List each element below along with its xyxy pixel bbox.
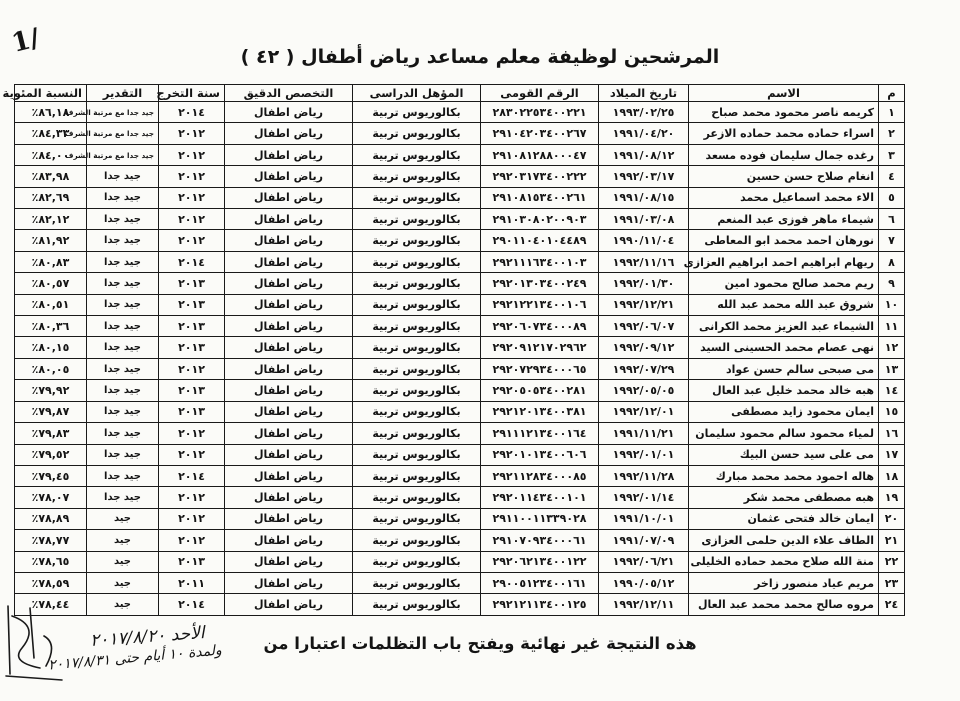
cell-qualification: بكالوريوس تربية <box>353 465 481 486</box>
cell-index: ١٠ <box>879 294 905 315</box>
cell-birth-date: ١٩٩٢/٠١/٠١ <box>599 444 689 465</box>
signature-scribble <box>0 596 70 686</box>
cell-qualification: بكالوريوس تربية <box>353 380 481 401</box>
cell-index: ٦ <box>879 209 905 230</box>
cell-specialty: رياض اطفال <box>225 102 353 123</box>
cell-percentage: ٨١,٩٢٪ <box>15 230 87 251</box>
cell-national-id: ٢٨٣٠٢٢٥٣٤٠٠٢٢١ <box>481 102 599 123</box>
candidates-table <box>2 84 905 616</box>
cell-grade: جيد جدا <box>87 380 159 401</box>
cell-grade: جيد جدا مع مرتبة الشرف <box>87 144 159 165</box>
cell-national-id: ٢٩٢٠٣١٧٣٤٠٠٢٢٢ <box>481 166 599 187</box>
cell-national-id: ٢٩٢١١٢٨٣٤٠٠٠٨٥ <box>481 465 599 486</box>
cell-grade: جيد جدا <box>87 251 159 272</box>
table-row <box>15 230 905 251</box>
cell-grade: جيد جدا <box>87 230 159 251</box>
cell-name: الشيماء عبد العزيز محمد الكرانى <box>689 316 879 337</box>
table-row <box>15 444 905 465</box>
cell-index: ٧ <box>879 230 905 251</box>
cell-percentage: ٧٩,٨٣٪ <box>15 423 87 444</box>
table-row <box>15 358 905 379</box>
cell-national-id: ٢٩٢٠٦٢١٣٤٠٠١٢٢ <box>481 551 599 572</box>
cell-specialty: رياض اطفال <box>225 251 353 272</box>
cell-birth-date: ١٩٩٢/١١/١٦ <box>599 251 689 272</box>
cell-graduation-year: ٢٠١٢ <box>159 530 225 551</box>
cell-national-id: ٢٩٢١١١٦٣٤٠٠١٠٣ <box>481 251 599 272</box>
cell-graduation-year: ٢٠١٤ <box>159 102 225 123</box>
cell-percentage: ٧٨,٤٤٪ <box>15 594 87 616</box>
cell-birth-date: ١٩٩٢/٠٥/٠٥ <box>599 380 689 401</box>
cell-grade: جيد جدا <box>87 316 159 337</box>
cell-grade: جيد جدا <box>87 401 159 422</box>
cell-index: ٣ <box>879 144 905 165</box>
cell-name: مى صبحى سالم حسن عواد <box>689 358 879 379</box>
header-percentage: النسبة المئوية <box>15 85 87 102</box>
cell-grade: جيد جدا <box>87 337 159 358</box>
cell-grade: جيد جدا <box>87 358 159 379</box>
header-qualification: المؤهل الدراسى <box>353 85 481 102</box>
cell-percentage: ٨٤,٠٠٪ <box>15 144 87 165</box>
cell-grade: جيد جدا <box>87 187 159 208</box>
header-graduation-year: سنة التخرج <box>159 85 225 102</box>
cell-graduation-year: ٢٠١٤ <box>159 251 225 272</box>
cell-percentage: ٨٠,٥٧٪ <box>15 273 87 294</box>
cell-name: هبه خالد محمد خليل عبد العال <box>689 380 879 401</box>
cell-graduation-year: ٢٠١٢ <box>159 187 225 208</box>
table-row <box>15 401 905 422</box>
cell-percentage: ٨٤,٣٣٪ <box>15 123 87 144</box>
table-row <box>15 187 905 208</box>
cell-graduation-year: ٢٠١١ <box>159 572 225 593</box>
cell-national-id: ٢٩٢١٢٢١٣٤٠٠١٠٦ <box>481 294 599 315</box>
cell-birth-date: ١٩٩٢/٠١/٣٠ <box>599 273 689 294</box>
cell-qualification: بكالوريوس تربية <box>353 294 481 315</box>
header-grade: التقدير <box>87 85 159 102</box>
cell-graduation-year: ٢٠١٢ <box>159 123 225 144</box>
cell-qualification: بكالوريوس تربية <box>353 358 481 379</box>
cell-name: رغده جمال سليمان فوده مسعد <box>689 144 879 165</box>
cell-percentage: ٨٦,١٨٪ <box>15 102 87 123</box>
cell-name: انغام صلاح حسن حسين <box>689 166 879 187</box>
cell-birth-date: ١٩٩٢/٠٩/١٢ <box>599 337 689 358</box>
cell-national-id: ٢٩٢٠١٣٠٣٤٠٠٢٤٩ <box>481 273 599 294</box>
cell-name: شيماء ماهر فوزى عبد المنعم <box>689 209 879 230</box>
cell-specialty: رياض اطفال <box>225 230 353 251</box>
table-row <box>15 551 905 572</box>
table-row <box>15 273 905 294</box>
cell-name: ريم محمد صالح محمود امين <box>689 273 879 294</box>
header-name: الاسم <box>689 85 879 102</box>
table-row <box>15 508 905 529</box>
table-row <box>15 316 905 337</box>
cell-graduation-year: ٢٠١٣ <box>159 316 225 337</box>
cell-grade: جيد جدا <box>87 209 159 230</box>
cell-qualification: بكالوريوس تربية <box>353 230 481 251</box>
cell-percentage: ٧٨,٧٧٪ <box>15 530 87 551</box>
cell-qualification: بكالوريوس تربية <box>353 102 481 123</box>
cell-name: نورهان احمد محمد ابو المعاطى <box>689 230 879 251</box>
cell-name: اسراء حماده محمد حماده الازعر <box>689 123 879 144</box>
cell-graduation-year: ٢٠١٢ <box>159 209 225 230</box>
cell-qualification: بكالوريوس تربية <box>353 508 481 529</box>
cell-index: ١١ <box>879 316 905 337</box>
cell-national-id: ٢٩٢٠١٠١٣٤٠٠٦٠٦ <box>481 444 599 465</box>
table-header-row <box>15 85 905 102</box>
cell-national-id: ٢٩٢٠١١٤٣٤٠٠١٠١ <box>481 487 599 508</box>
cell-index: ١٧ <box>879 444 905 465</box>
cell-grade: جيد <box>87 594 159 616</box>
cell-specialty: رياض اطفال <box>225 423 353 444</box>
cell-grade: جيد <box>87 508 159 529</box>
cell-qualification: بكالوريوس تربية <box>353 401 481 422</box>
cell-qualification: بكالوريوس تربية <box>353 316 481 337</box>
cell-index: ١٣ <box>879 358 905 379</box>
document-title: المرشحين لوظيفة معلم مساعد رياض أطفال ( ٤٢ ) <box>240 46 720 68</box>
cell-index: ١٢ <box>879 337 905 358</box>
table-row <box>15 572 905 593</box>
cell-grade: جيد جدا <box>87 166 159 187</box>
cell-qualification: بكالوريوس تربية <box>353 530 481 551</box>
cell-birth-date: ١٩٩٣/٠٢/٢٥ <box>599 102 689 123</box>
cell-national-id: ٢٩٢٠٧٢٩٣٤٠٠٠٦٥ <box>481 358 599 379</box>
cell-specialty: رياض اطفال <box>225 594 353 616</box>
cell-percentage: ٧٨,٥٩٪ <box>15 572 87 593</box>
cell-qualification: بكالوريوس تربية <box>353 144 481 165</box>
cell-specialty: رياض اطفال <box>225 551 353 572</box>
cell-qualification: بكالوريوس تربية <box>353 423 481 444</box>
cell-birth-date: ١٩٩١/١١/٢١ <box>599 423 689 444</box>
cell-birth-date: ١٩٩٢/١٢/٠١ <box>599 401 689 422</box>
cell-index: ٢٠ <box>879 508 905 529</box>
cell-birth-date: ١٩٩١/١٠/٠١ <box>599 508 689 529</box>
cell-percentage: ٨٢,٦٩٪ <box>15 187 87 208</box>
cell-specialty: رياض اطفال <box>225 572 353 593</box>
cell-birth-date: ١٩٩١/٠٧/٠٩ <box>599 530 689 551</box>
cell-index: ١٤ <box>879 380 905 401</box>
cell-percentage: ٧٨,٦٥٪ <box>15 551 87 572</box>
cell-specialty: رياض اطفال <box>225 166 353 187</box>
cell-national-id: ٢٩١١٠٠١١٣٣٩٠٢٨ <box>481 508 599 529</box>
cell-grade: جيد جدا <box>87 423 159 444</box>
cell-birth-date: ١٩٩٢/٠٦/٠٧ <box>599 316 689 337</box>
cell-name: مريم عياد منصور زاخر <box>689 572 879 593</box>
header-specialty: التخصص الدقيق <box>225 85 353 102</box>
cell-graduation-year: ٢٠١٣ <box>159 551 225 572</box>
cell-specialty: رياض اطفال <box>225 358 353 379</box>
cell-birth-date: ١٩٩١/٠٤/٢٠ <box>599 123 689 144</box>
cell-specialty: رياض اطفال <box>225 294 353 315</box>
cell-name: شروق عبد الله محمد عبد الله <box>689 294 879 315</box>
cell-graduation-year: ٢٠١٣ <box>159 294 225 315</box>
cell-national-id: ٢٩١٠٨١٢٨٨٠٠٠٤٧ <box>481 144 599 165</box>
cell-grade: جيد <box>87 572 159 593</box>
cell-index: ٥ <box>879 187 905 208</box>
cell-percentage: ٨٣,٩٨٪ <box>15 166 87 187</box>
cell-name: هاله احمود محمد محمد مبارك <box>689 465 879 486</box>
cell-qualification: بكالوريوس تربية <box>353 551 481 572</box>
cell-qualification: بكالوريوس تربية <box>353 487 481 508</box>
cell-grade: جيد جدا <box>87 465 159 486</box>
cell-national-id: ٢٩٠١١٠٤٠١٠٤٤٨٩ <box>481 230 599 251</box>
cell-qualification: بكالوريوس تربية <box>353 273 481 294</box>
cell-name: منة الله صلاح محمد حماده الخليلى <box>689 551 879 572</box>
cell-index: ٤ <box>879 166 905 187</box>
cell-grade: جيد <box>87 551 159 572</box>
cell-birth-date: ١٩٩٢/٠١/١٤ <box>599 487 689 508</box>
cell-qualification: بكالوريوس تربية <box>353 594 481 616</box>
table-row <box>15 594 905 616</box>
table-row <box>15 465 905 486</box>
cell-grade: جيد جدا <box>87 294 159 315</box>
cell-index: ١٩ <box>879 487 905 508</box>
cell-specialty: رياض اطفال <box>225 144 353 165</box>
cell-grade: جيد جدا مع مرتبة الشرف <box>87 123 159 144</box>
cell-index: ١٦ <box>879 423 905 444</box>
cell-qualification: بكالوريوس تربية <box>353 251 481 272</box>
cell-percentage: ٧٨,٨٩٪ <box>15 508 87 529</box>
cell-national-id: ٢٩٢٠٥٠٥٣٤٠٠٢٨١ <box>481 380 599 401</box>
cell-index: ٩ <box>879 273 905 294</box>
cell-grade: جيد جدا <box>87 444 159 465</box>
cell-percentage: ٧٨,٠٧٪ <box>15 487 87 508</box>
header-birth-date: تاريخ الميلاد <box>599 85 689 102</box>
cell-graduation-year: ٢٠١٣ <box>159 380 225 401</box>
cell-national-id: ٢٩١١١٢١٣٤٠٠١٦٤ <box>481 423 599 444</box>
cell-index: ٨ <box>879 251 905 272</box>
cell-specialty: رياض اطفال <box>225 273 353 294</box>
cell-percentage: ٨٠,٣٦٪ <box>15 316 87 337</box>
header-national-id: الرقم القومى <box>481 85 599 102</box>
cell-percentage: ٧٩,٥٢٪ <box>15 444 87 465</box>
cell-qualification: بكالوريوس تربية <box>353 166 481 187</box>
cell-graduation-year: ٢٠١٢ <box>159 230 225 251</box>
cell-index: ٢٤ <box>879 594 905 616</box>
cell-specialty: رياض اطفال <box>225 401 353 422</box>
cell-name: نهى عصام محمد الحسينى السيد <box>689 337 879 358</box>
cell-specialty: رياض اطفال <box>225 209 353 230</box>
footer-note-text: هذه النتيجة غير نهائية ويفتح باب التظلمات اعتبارا من <box>263 634 697 653</box>
cell-graduation-year: ٢٠١٢ <box>159 508 225 529</box>
cell-name: هبه مصطفى محمد شكر <box>689 487 879 508</box>
cell-qualification: بكالوريوس تربية <box>353 572 481 593</box>
cell-grade: جيد <box>87 530 159 551</box>
cell-name: ايمان خالد فتحى عثمان <box>689 508 879 529</box>
cell-specialty: رياض اطفال <box>225 123 353 144</box>
table-row <box>15 102 905 123</box>
cell-qualification: بكالوريوس تربية <box>353 123 481 144</box>
table-row <box>15 209 905 230</box>
cell-specialty: رياض اطفال <box>225 508 353 529</box>
cell-national-id: ٢٩١٠٣٠٨٠٢٠٠٩٠٣ <box>481 209 599 230</box>
cell-percentage: ٧٩,٤٥٪ <box>15 465 87 486</box>
cell-birth-date: ١٩٩٢/١٢/٢١ <box>599 294 689 315</box>
cell-grade: جيد جدا <box>87 487 159 508</box>
cell-national-id: ٢٩٢١٢٠١٣٤٠٠٣٨١ <box>481 401 599 422</box>
cell-qualification: بكالوريوس تربية <box>353 444 481 465</box>
cell-specialty: رياض اطفال <box>225 187 353 208</box>
cell-national-id: ٢٩٠٠٥١٢٣٤٠٠١٦١ <box>481 572 599 593</box>
cell-national-id: ٢٩١٠٨١٥٣٤٠٠٢٦١ <box>481 187 599 208</box>
cell-name: كريمه ناصر محمود محمد صباح <box>689 102 879 123</box>
cell-birth-date: ١٩٩٢/٠٦/٢١ <box>599 551 689 572</box>
cell-index: ١٨ <box>879 465 905 486</box>
cell-birth-date: ١٩٩٠/١١/٠٤ <box>599 230 689 251</box>
cell-birth-date: ١٩٩٢/٠٧/٢٩ <box>599 358 689 379</box>
cell-graduation-year: ٢٠١٢ <box>159 144 225 165</box>
cell-graduation-year: ٢٠١٢ <box>159 423 225 444</box>
table-row <box>15 337 905 358</box>
cell-name: ريهام ابراهيم احمد ابراهيم العزازى <box>689 251 879 272</box>
cell-birth-date: ١٩٩٠/٠٥/١٢ <box>599 572 689 593</box>
handwritten-period-note: ولمدة ١٠ أيام حتى ٢٠١٧/٨/٣١ <box>47 642 223 674</box>
table-row <box>15 487 905 508</box>
cell-qualification: بكالوريوس تربية <box>353 337 481 358</box>
cell-graduation-year: ٢٠١٤ <box>159 465 225 486</box>
cell-birth-date: ١٩٩٢/١٢/١١ <box>599 594 689 616</box>
cell-specialty: رياض اطفال <box>225 487 353 508</box>
cell-graduation-year: ٢٠١٤ <box>159 594 225 616</box>
cell-grade: جيد جدا مع مرتبة الشرف <box>87 102 159 123</box>
table-body <box>15 102 905 616</box>
cell-birth-date: ١٩٩١/٠٨/١٢ <box>599 144 689 165</box>
corner-handwritten-mark: 1/ <box>8 23 43 59</box>
cell-graduation-year: ٢٠١٣ <box>159 337 225 358</box>
cell-percentage: ٨٠,٨٣٪ <box>15 251 87 272</box>
cell-name: مى على سيد حسن البيك <box>689 444 879 465</box>
cell-national-id: ٢٩٢٠٩١٢١٧٠٢٩٦٢ <box>481 337 599 358</box>
cell-index: ١ <box>879 102 905 123</box>
cell-index: ٢ <box>879 123 905 144</box>
cell-national-id: ٢٩١٠٤٢٠٣٤٠٠٢٦٧ <box>481 123 599 144</box>
cell-specialty: رياض اطفال <box>225 337 353 358</box>
cell-graduation-year: ٢٠١٢ <box>159 358 225 379</box>
cell-national-id: ٢٩١٠٧٠٩٣٤٠٠٠٦١ <box>481 530 599 551</box>
cell-graduation-year: ٢٠١٣ <box>159 401 225 422</box>
table-row <box>15 423 905 444</box>
table-row <box>15 166 905 187</box>
cell-percentage: ٨٠,٥١٪ <box>15 294 87 315</box>
cell-specialty: رياض اطفال <box>225 444 353 465</box>
cell-qualification: بكالوريوس تربية <box>353 187 481 208</box>
table-row <box>15 380 905 401</box>
cell-grade: جيد جدا <box>87 273 159 294</box>
cell-name: الاء محمد اسماعيل محمد <box>689 187 879 208</box>
cell-percentage: ٨٢,١٢٪ <box>15 209 87 230</box>
cell-specialty: رياض اطفال <box>225 380 353 401</box>
cell-index: ٢٣ <box>879 572 905 593</box>
cell-birth-date: ١٩٩٢/١١/٢٨ <box>599 465 689 486</box>
cell-specialty: رياض اطفال <box>225 316 353 337</box>
cell-percentage: ٧٩,٩٢٪ <box>15 380 87 401</box>
cell-specialty: رياض اطفال <box>225 465 353 486</box>
cell-name: ايمان محمود زايد مصطفى <box>689 401 879 422</box>
cell-percentage: ٨٠,٠٥٪ <box>15 358 87 379</box>
cell-national-id: ٢٩٢٠٦٠٧٣٤٠٠٠٨٩ <box>481 316 599 337</box>
cell-qualification: بكالوريوس تربية <box>353 209 481 230</box>
cell-graduation-year: ٢٠١٣ <box>159 273 225 294</box>
cell-graduation-year: ٢٠١٢ <box>159 444 225 465</box>
cell-percentage: ٧٩,٨٧٪ <box>15 401 87 422</box>
table-row <box>15 530 905 551</box>
table-row <box>15 123 905 144</box>
cell-name: الطاف علاء الدين حلمى العزازى <box>689 530 879 551</box>
cell-index: ١٥ <box>879 401 905 422</box>
cell-index: ٢٢ <box>879 551 905 572</box>
header-index: م <box>879 85 905 102</box>
table-row <box>15 144 905 165</box>
table-row <box>15 251 905 272</box>
table-row <box>15 294 905 315</box>
handwritten-date: الأحد ٢٠١٧/٨/٢٠ <box>89 623 206 651</box>
cell-specialty: رياض اطفال <box>225 530 353 551</box>
cell-birth-date: ١٩٩١/٠٨/١٥ <box>599 187 689 208</box>
cell-national-id: ٢٩٢١٢١١٣٤٠٠١٢٥ <box>481 594 599 616</box>
cell-birth-date: ١٩٩٢/٠٣/١٧ <box>599 166 689 187</box>
cell-birth-date: ١٩٩١/٠٣/٠٨ <box>599 209 689 230</box>
cell-graduation-year: ٢٠١٢ <box>159 487 225 508</box>
cell-percentage: ٨٠,١٥٪ <box>15 337 87 358</box>
cell-name: لمياء محمود سالم محمود سليمان <box>689 423 879 444</box>
cell-index: ٢١ <box>879 530 905 551</box>
cell-name: مروه صالح محمد محمد عبد العال <box>689 594 879 616</box>
cell-graduation-year: ٢٠١٢ <box>159 166 225 187</box>
